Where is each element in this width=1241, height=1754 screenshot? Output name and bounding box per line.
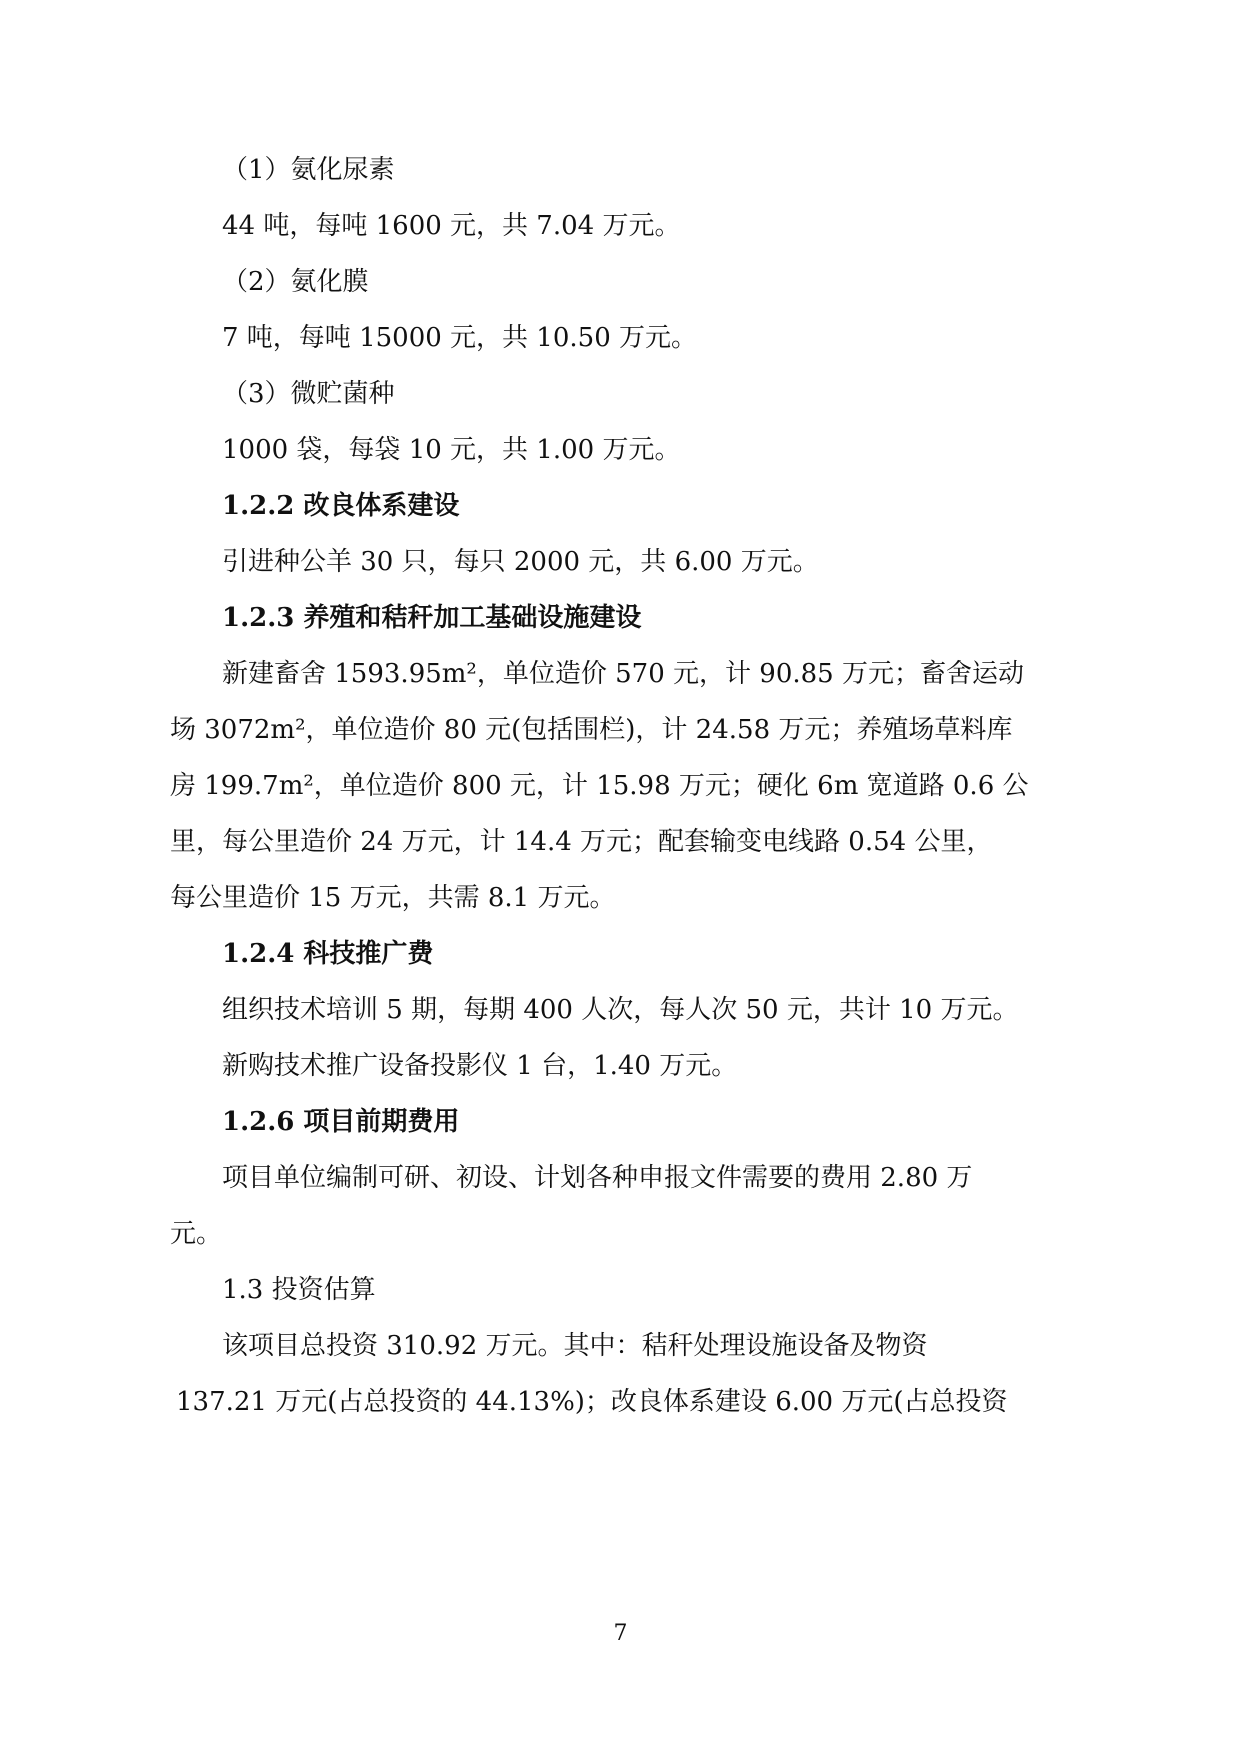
subsection-item-2: （2）氨化膜 <box>222 267 369 297</box>
paragraph-line: 场 3072m²，单位造价 80 元(包括围栏)，计 24.58 万元；养殖场草料库 <box>170 715 1013 745</box>
paragraph-line: 新建畜舍 1593.95m²，单位造价 570 元，计 90.85 万元；畜舍运动 <box>222 659 1024 689</box>
paragraph: 44 吨，每吨 1600 元，共 7.04 万元。 <box>222 211 681 241</box>
paragraph-line: 房 199.7m²，单位造价 800 元，计 15.98 万元；硬化 6m 宽道路 0.6 公 <box>170 771 1029 801</box>
section-heading-1-2-3: 1.2.3 养殖和秸秆加工基础设施建设 <box>222 603 642 633</box>
section-heading-1-3: 1.3 投资估算 <box>222 1275 376 1305</box>
paragraph-line: 每公里造价 15 万元，共需 8.1 万元。 <box>170 883 616 913</box>
paragraph-line: 里，每公里造价 24 万元，计 14.4 万元；配套输变电线路 0.54 公里， <box>170 827 993 857</box>
paragraph: 组织技术培训 5 期，每期 400 人次，每人次 50 元，共计 10 万元。 <box>222 995 1019 1025</box>
paragraph: 1000 袋，每袋 10 元，共 1.00 万元。 <box>222 435 681 465</box>
paragraph: 新购技术推广设备投影仪 1 台，1.40 万元。 <box>222 1051 738 1081</box>
subsection-item-1: （1）氨化尿素 <box>222 155 395 185</box>
subsection-item-3: （3）微贮菌种 <box>222 379 395 409</box>
section-heading-1-2-6: 1.2.6 项目前期费用 <box>222 1107 460 1137</box>
section-heading-1-2-4: 1.2.4 科技推广费 <box>222 939 434 969</box>
paragraph-line: 元。 <box>170 1219 223 1249</box>
page-number: 7 <box>613 1621 628 1646</box>
paragraph: 引进种公羊 30 只，每只 2000 元，共 6.00 万元。 <box>222 547 819 577</box>
paragraph-line: 项目单位编制可研、初设、计划各种申报文件需要的费用 2.80 万 <box>222 1163 973 1193</box>
section-heading-1-2-2: 1.2.2 改良体系建设 <box>222 491 460 521</box>
paragraph-line: 137.21 万元(占总投资的 44.13%)；改良体系建设 6.00 万元(占总投资 <box>176 1387 1008 1417</box>
paragraph-line: 该项目总投资 310.92 万元。其中：秸秆处理设施设备及物资 <box>222 1331 928 1361</box>
paragraph: 7 吨，每吨 15000 元，共 10.50 万元。 <box>222 323 698 353</box>
